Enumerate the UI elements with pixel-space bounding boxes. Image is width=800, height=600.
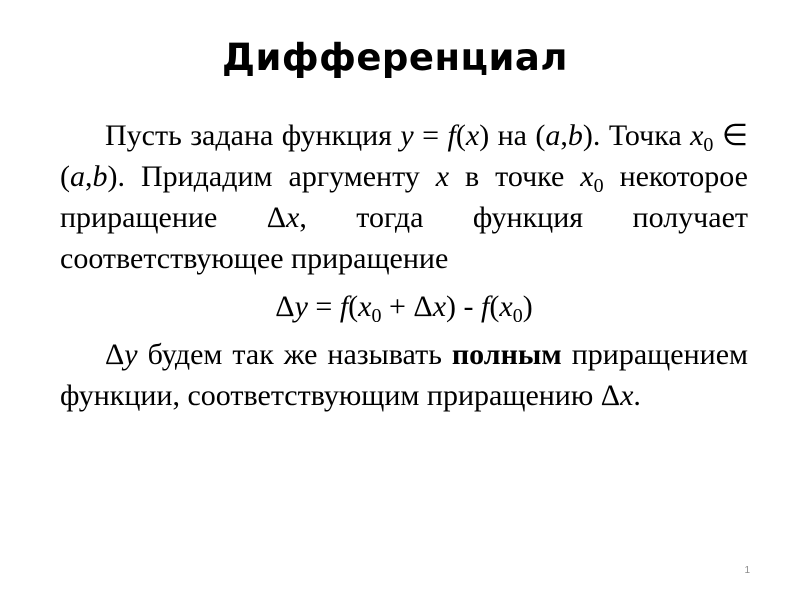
subscript: 0 [512,305,523,327]
delta-symbol: Δ [105,338,125,371]
slide-body [60,115,748,416]
text: ( [455,119,466,152]
paragraph-full-increment [60,334,748,416]
subscript: 0 [593,175,604,197]
var-b: b [567,119,583,152]
text: ) [522,290,533,323]
var-b: b [92,160,108,193]
var-y: y [294,290,308,323]
text: Пусть задана функция [105,119,401,152]
var-x: x [499,290,513,323]
text: , тогда функция получает соответствующее приращение [60,201,748,275]
text: на ( [489,119,546,152]
paragraph-definition [60,115,748,279]
var-x: x [432,290,447,323]
text: в точке [449,160,581,193]
text: = [413,119,448,152]
text: ∈ ( [60,119,748,193]
text: приращением функции, соответствующим приращению Δ [60,338,748,412]
text: ( [489,290,500,323]
bold-term: полным [451,338,562,371]
text: некоторое приращение Δ [60,160,748,234]
text: ). Точка [582,119,691,152]
var-a: a [545,119,561,152]
text: = [307,290,340,323]
subscript: 0 [703,134,714,156]
var-x0: x [580,160,594,193]
text: , [560,119,568,152]
var-y: y [400,119,414,152]
var-x: x [620,379,634,412]
var-x: x [465,119,480,152]
slide-title: Дифференциал [222,36,568,79]
delta-symbol: Δ [275,290,295,323]
var-f: f [481,290,490,323]
var-f: f [447,119,456,152]
var-f: f [339,290,349,323]
text: + Δ [381,290,433,323]
text: . [633,379,641,412]
page-number: 1 [744,565,750,576]
subscript: 0 [371,305,382,327]
var-x: x [286,201,300,234]
var-x: x [358,290,372,323]
var-y: y [124,338,138,371]
text: , [85,160,93,193]
text: ). Придадим аргументу [107,160,436,193]
var-x0: x [690,119,704,152]
text: будем так же называть [137,338,452,371]
text: ) - [446,290,482,323]
var-x: x [435,160,450,193]
formula-increment [60,279,748,334]
text: ( [348,290,359,323]
var-a: a [70,160,85,193]
text: ) [479,119,490,152]
